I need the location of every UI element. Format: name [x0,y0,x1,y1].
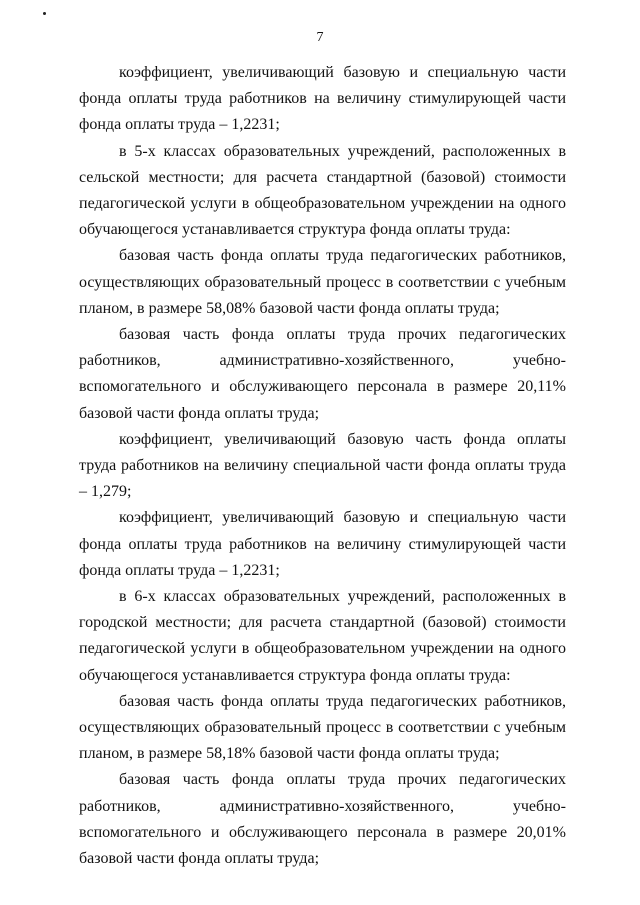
paragraph-1: коэффициент, увеличивающий базовую и специальную части фонда оплаты труда работников на величину стимулирующей части фонда оплаты труда – 1,2231; [79,64,566,134]
scan-speck [43,12,46,15]
paragraph-4: базовая часть фонда оплаты труда прочих педагогических работников, административно-хозяйственного, учебно-вспомогательного и обслуживающего персонала в размере 20,11% базовой части фонда оплаты труда; [79,326,566,422]
paragraph-8: базовая часть фонда оплаты труда педагогических работников, осуществляющих образовательный процесс в соответствии с учебным планом, в размере 58,18% базовой части фонда оплаты труда; [79,692,566,763]
paragraph-9: базовая часть фонда оплаты труда прочих педагогических работников, административно-хозяйственного, учебно-вспомогательного и обслуживающего персонала в размере 20,01% базовой части фонда оплаты труда; [79,771,566,868]
paragraph-6: коэффициент, увеличивающий базовую и специальную части фонда оплаты труда работников на величину стимулирующей части фонда оплаты труда – 1,2231; [79,509,566,579]
document-body [79,60,566,872]
page-number: 7 [316,30,324,45]
paragraph-5: коэффициент, увеличивающий базовую часть фонда оплаты труда работников на величину специальной части фонда оплаты труда – 1,279; [79,430,566,501]
paragraph-2: в 5-х классах образовательных учреждений, расположенных в сельской местности; для расчета стандартной (базовой) стоимости педагогической услуги в общеобразовательном учреждении на одного обучающегося устанавливается структура фонда оплаты труда: [79,142,566,239]
paragraph-7: в 6-х классах образовательных учреждений, расположенных в городской местности; для расчета стандартной (базовой) стоимости педагогической услуги в общеобразовательном учреждении на одного обучающегося устанавливается структура фонда оплаты труда: [79,588,566,684]
paragraph-3: базовая часть фонда оплаты труда педагогических работников, осуществляющих образовательный процесс в соответствии с учебным планом, в размере 58,08% базовой части фонда оплаты труда; [79,247,566,317]
